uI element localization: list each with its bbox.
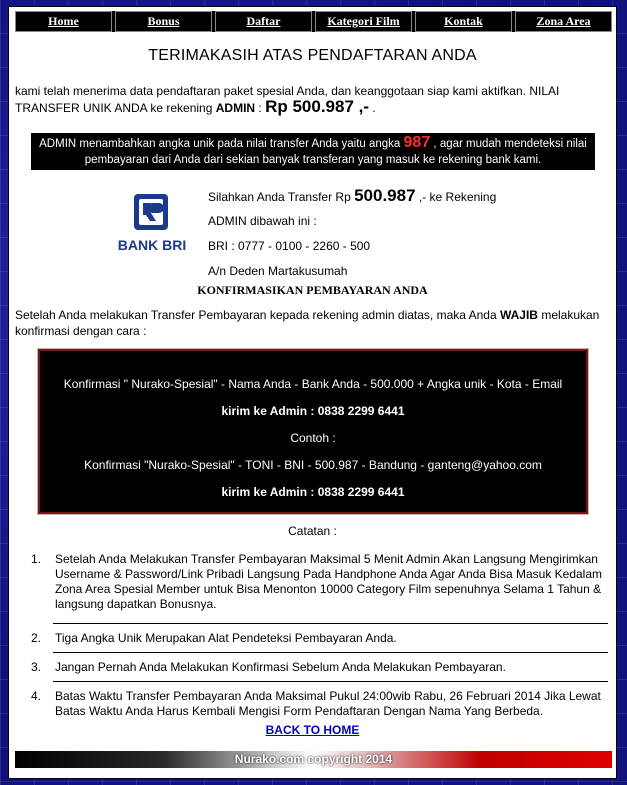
confirm-heading: KONFIRMASIKAN PEMBAYARAN ANDA: [197, 283, 428, 297]
transfer-amount: 500.987: [354, 186, 416, 205]
unique-number-notice: [31, 133, 595, 170]
bri-logo-text: BANK BRI: [117, 237, 187, 253]
confirm-instructions: [15, 307, 607, 339]
note-number: 1.: [31, 552, 42, 566]
page-title: TERIMAKASIH ATAS PENDAFTARAN ANDA: [148, 47, 477, 64]
divider: [53, 623, 608, 624]
note-text: Setelah Anda Melakukan Transfer Pembayaran Maksimal 5 Menit Admin Akan Langsung Mengirimkan Username & Password/Link Pribadi Langsung Pada Handphone Anda Agar Anda Bisa Masuk Kedalam Zona Area Spesial Member untuk Bisa Menonton 10000 Category Film sepenuhnya Selama 1 Tahun & langsung dapatkan Bonusnya.: [55, 552, 603, 611]
intro-end: .: [369, 101, 376, 115]
back-to-home-link[interactable]: BACK TO HOME: [265, 723, 360, 737]
notes-label: Catatan :: [288, 524, 337, 538]
confirm-text-1: Setelah Anda melakukan Transfer Pembayaran kepada rekening admin diatas, maka Anda: [15, 308, 500, 322]
confirm-format: Konfirmasi " Nurako-Spesial" - Nama Anda - Bank Anda - 500.000 + Angka unik - Kota - Email: [63, 377, 563, 391]
transfer-post: ,- ke Rekening: [415, 190, 497, 204]
note-number: 4.: [31, 689, 42, 703]
intro-text: kami telah menerima data pendaftaran paket spesial Anda, dan keanggotaan siap kami aktifkan. NILAI TRANSFER UNIK ANDA ke rekening: [15, 84, 560, 115]
intro-amount: Rp 500.987 ,-: [265, 97, 370, 116]
intro-sep: :: [255, 101, 266, 115]
unique-number: 987: [403, 134, 431, 151]
confirmation-format-box: [38, 349, 588, 514]
nav-home[interactable]: Home: [15, 11, 112, 32]
notice-text-1: ADMIN menambahkan angka unik pada nilai transfer Anda yaitu angka: [39, 138, 404, 150]
nav-kategori-film[interactable]: Kategori Film: [315, 11, 412, 32]
note-text: Batas Waktu Transfer Pembayaran Anda Maksimal Pukul 24:00wib Rabu, 26 Februari 2014 Jika Lewat Batas Waktu Anda Harus Kembali Mengisi Form Pendaftaran Dengan Nama Yang Berbeda.: [55, 689, 601, 718]
confirm-example: Konfirmasi "Nurako-Spesial" - TONI - BNI - 500.987 - Bandung - ganteng@yahoo.com: [84, 458, 542, 472]
note-number: 3.: [31, 660, 42, 674]
transfer-line-2: ADMIN dibawah ini :: [208, 214, 317, 228]
transfer-instructions: [208, 185, 598, 285]
notice-text-2: , agar mudah mendeteksi nilai pembayaran dari Anda dari sekian banyak transferan yang masuk ke rekening bank kami.: [84, 138, 587, 166]
confirm-example-label: Contoh :: [290, 431, 336, 445]
confirm-wajib: WAJIB: [499, 308, 538, 322]
nav-bonus[interactable]: Bonus: [115, 11, 212, 32]
intro-admin: ADMIN: [215, 101, 256, 115]
note-text: Tiga Angka Unik Merupakan Alat Pendeteksi Pembayaran Anda.: [55, 631, 397, 645]
transfer-line-1: [208, 185, 598, 207]
intro-paragraph: [15, 83, 607, 116]
bank-bri-logo: [112, 194, 192, 254]
bank-account-number: BRI : 0777 - 0100 - 2260 - 500: [208, 239, 371, 253]
confirm-text-2: melakukan konfirmasi dengan cara :: [15, 308, 600, 338]
account-holder: A/n Deden Martakusumah: [208, 264, 348, 278]
nav-kontak[interactable]: Kontak: [415, 11, 512, 32]
note-text: Jangan Pernah Anda Melakukan Konfirmasi Sebelum Anda Melakukan Pembayaran.: [55, 660, 506, 674]
note-number: 2.: [31, 631, 42, 645]
divider: [53, 681, 608, 682]
footer-bar: Nurako.com copyright 2014: [15, 751, 612, 768]
transfer-pre: Silahkan Anda Transfer Rp: [208, 190, 355, 204]
confirm-send-1: kirim ke Admin : 0838 2299 6441: [221, 404, 405, 418]
nav-zona-area[interactable]: Zona Area: [515, 11, 612, 32]
nav-daftar[interactable]: Daftar: [215, 11, 312, 32]
divider: [53, 652, 608, 653]
confirm-send-2: kirim ke Admin : 0838 2299 6441: [221, 485, 405, 499]
top-navigation: [15, 11, 612, 32]
page-container: [8, 6, 617, 779]
